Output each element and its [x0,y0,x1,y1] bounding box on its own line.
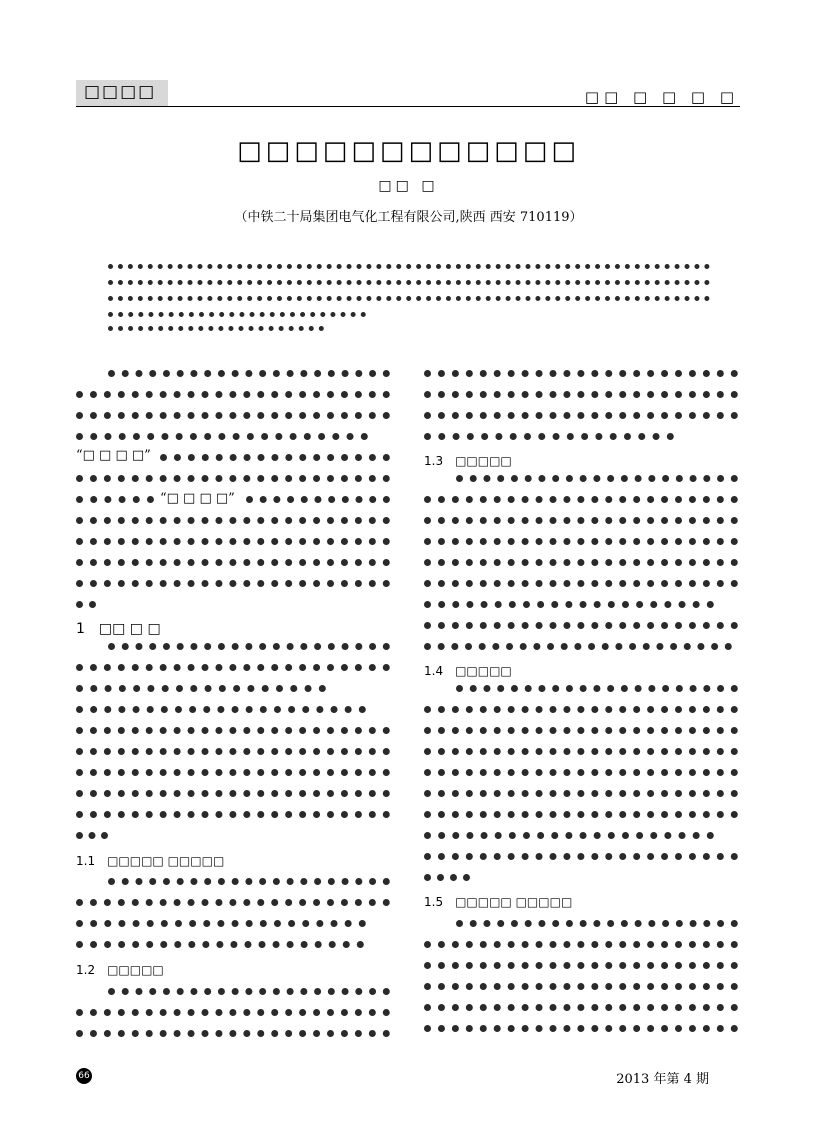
column-tag [76,80,168,106]
section-1-heading: 1 □□ □ □ [76,621,161,637]
journal-name: □□ □ □ □ □ [584,88,739,106]
sub-1-2-heading: 1.2 □□□□□ [76,963,164,977]
column-label: □□□□ [84,82,157,102]
article-author: □□ □ [378,178,439,194]
body-quote-2: “□ □ □ □” [160,491,235,506]
sub-1-1-heading: 1.1 □□□□□ □□□□□ [76,854,225,868]
header-rule [76,106,740,107]
sub-1-5-heading: 1.5 □□□□□ □□□□□ [424,895,573,909]
article-affiliation: （中铁二十局集团电气化工程有限公司,陕西 西安 710119） [234,210,583,225]
article-title: □□□□□□□□□□□□ [237,136,580,166]
sub-1-3-heading: 1.3 □□□□□ [424,454,512,468]
page-number: 66 [76,1068,92,1084]
sub-1-4-heading: 1.4 □□□□□ [424,664,512,678]
issue-label: 2013 年第 4 期 [616,1072,709,1087]
body-quote-1: “□ □ □ □” [76,448,151,463]
